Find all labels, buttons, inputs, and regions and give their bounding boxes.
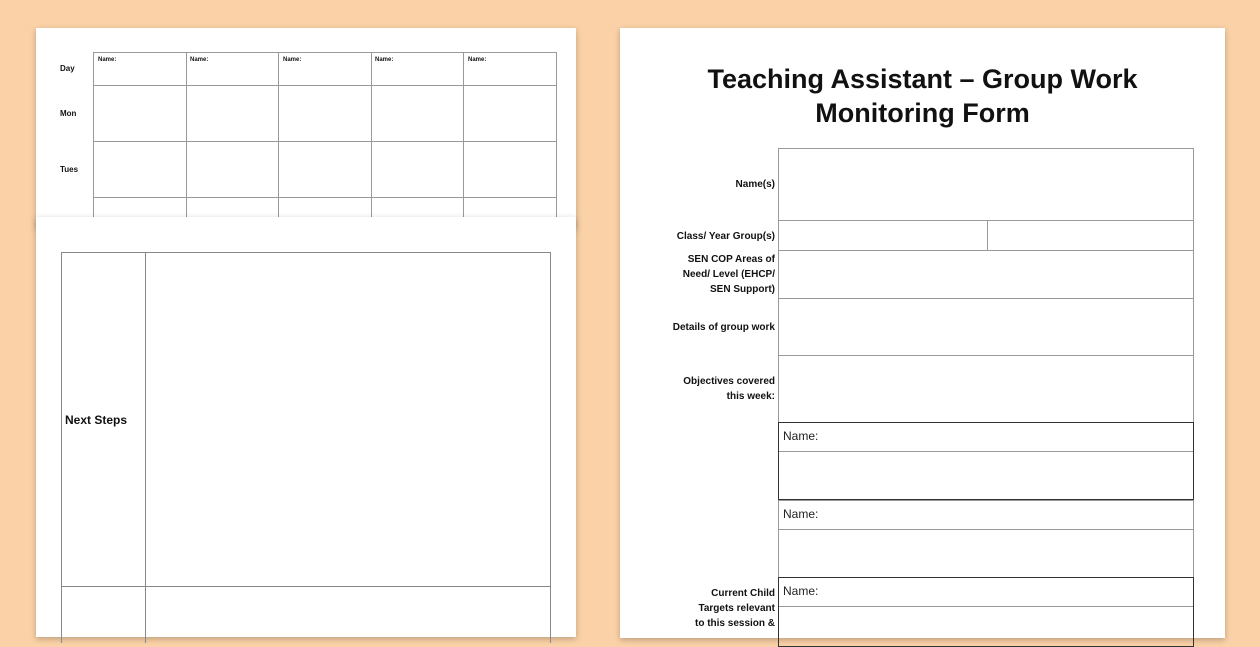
column-header: Name: bbox=[190, 57, 209, 63]
row-label-tues: Tues bbox=[60, 165, 79, 174]
details-field[interactable] bbox=[778, 298, 1194, 356]
timetable-sheet bbox=[36, 28, 576, 228]
field-divider bbox=[987, 221, 988, 250]
grid-row-divider bbox=[94, 85, 557, 86]
targets-label-line: Current Child bbox=[711, 588, 775, 599]
sen-cop-label bbox=[683, 252, 775, 297]
objectives-label-line: Objectives covered bbox=[683, 376, 775, 387]
table-row-divider bbox=[62, 586, 550, 587]
next-steps-sheet bbox=[36, 217, 576, 637]
timetable-column bbox=[94, 53, 187, 221]
class-year-field[interactable] bbox=[778, 220, 1194, 251]
form-title-line: Monitoring Form bbox=[815, 98, 1030, 128]
row-label-mon: Mon bbox=[60, 109, 77, 118]
column-header: Name: bbox=[283, 57, 302, 63]
names-field[interactable] bbox=[778, 148, 1194, 221]
targets-label-line: Targets relevant bbox=[698, 603, 775, 614]
class-year-label: Class/ Year Group(s) bbox=[676, 231, 775, 242]
child-name-block[interactable] bbox=[778, 577, 1194, 647]
sen-cop-label-line: Need/ Level (EHCP/ bbox=[682, 269, 775, 280]
field-divider bbox=[779, 451, 1193, 452]
timetable-column bbox=[371, 53, 464, 221]
monitoring-form-sheet bbox=[620, 28, 1225, 638]
timetable-column bbox=[464, 53, 557, 221]
timetable-grid bbox=[93, 52, 557, 221]
column-header: Name: bbox=[468, 57, 487, 63]
column-header: Name: bbox=[375, 57, 394, 63]
names-label: Name(s) bbox=[735, 179, 775, 190]
sen-cop-label-line: SEN Support) bbox=[710, 284, 775, 295]
child-name-label: Name: bbox=[783, 429, 819, 443]
column-header: Name: bbox=[98, 57, 117, 63]
timetable-column bbox=[279, 53, 372, 221]
objectives-label bbox=[683, 374, 775, 404]
child-name-label: Name: bbox=[783, 584, 819, 598]
table-column-divider bbox=[145, 253, 146, 643]
form-title-line: Teaching Assistant – Group Work bbox=[707, 64, 1138, 94]
sen-cop-field[interactable] bbox=[778, 250, 1194, 299]
targets-label-line: to this session & bbox=[694, 618, 775, 629]
child-name-label: Name: bbox=[783, 507, 819, 521]
field-divider bbox=[779, 529, 1193, 530]
day-label: Day bbox=[60, 64, 75, 73]
sen-cop-label-line: SEN COP Areas of bbox=[687, 254, 775, 265]
grid-row-divider bbox=[94, 141, 557, 142]
targets-label bbox=[695, 586, 775, 631]
field-divider bbox=[779, 606, 1193, 607]
next-steps-label: Next Steps bbox=[65, 413, 128, 427]
objectives-field[interactable] bbox=[778, 355, 1194, 423]
timetable-column bbox=[186, 53, 279, 221]
objectives-label-line: this week: bbox=[726, 391, 775, 402]
next-steps-table bbox=[61, 252, 551, 643]
form-title bbox=[680, 62, 1165, 130]
grid-row-divider bbox=[94, 197, 557, 198]
details-label: Details of group work bbox=[672, 322, 775, 333]
child-name-block[interactable] bbox=[778, 422, 1194, 500]
child-name-block[interactable] bbox=[778, 500, 1194, 578]
